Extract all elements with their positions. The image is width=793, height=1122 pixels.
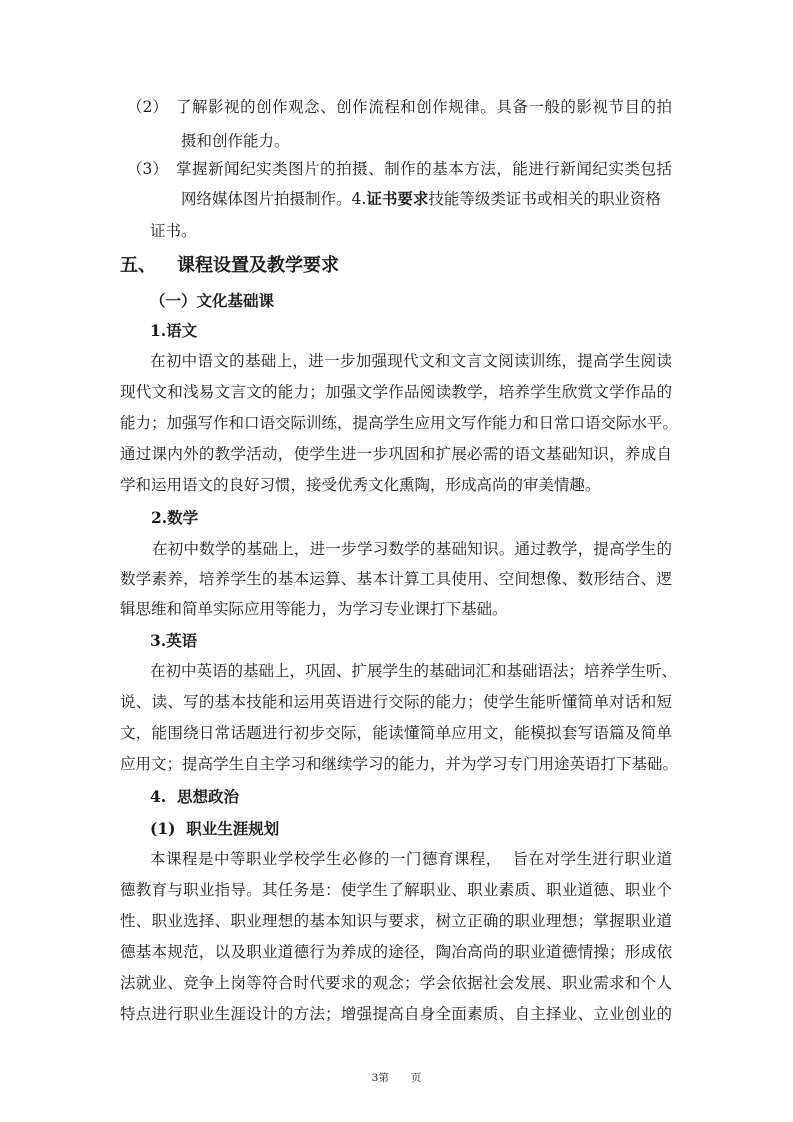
politics-line-2: 德教育与职业指导。其任务是：使学生了解职业、职业素质、职业道德、职业个 [120,881,672,899]
politics-line-6: 特点进行职业生涯设计的方法；增强提高自身全面素质、自主择业、立业创业的 [120,1005,672,1023]
list-item-3-text-a: 网络媒体图片拍摄制作。 [181,190,352,208]
math-line-1: 在初中数学的基础上，进一步学习数学的基础知识。通过教学，提高学生的 [152,540,672,558]
page-footer [0,1071,793,1085]
page-label-prefix: 第 [378,1072,389,1084]
page-number: 3 [371,1072,379,1084]
course-subtitle-career-planning: (1) 职业生涯规划 [150,819,280,838]
section-number: 五、 [120,255,156,276]
english-line-1: 在初中英语的基础上，巩固、扩展学生的基础词汇和基础语法；培养学生听、 [150,662,678,680]
english-line-4: 应用文；提高学生自主学习和继续学习的能力，并为学习专门用途英语打下基础。 [120,755,679,773]
certificate-requirement-heading: 证书要求 [366,189,429,208]
list-number-3: （3） [127,160,168,178]
certificate-section-number: 4. [351,190,367,208]
chinese-line-5: 学和运用语文的良好习惯，接受优秀文化熏陶，形成高尚的审美情趣。 [120,476,601,494]
chinese-line-2: 现代文和浅易文言文的能力；加强文学作品阅读教学，培养学生欣赏文学作品的 [120,383,672,401]
chinese-line-4: 通过课内外的教学活动，使学生进一步巩固和扩展必需的语文基础知识，养成自 [120,445,672,463]
list-item-2-line-1: 了解影视的创作观念、创作流程和创作规律。具备一般的影视节目的拍 [176,98,672,116]
page-label-suffix: 页 [410,1072,422,1084]
math-line-2: 数学素养，培养学生的基本运算、基本计算工具使用、空间想像、数形结合、逻 [120,570,672,588]
list-item-3-line-2 [181,188,661,210]
english-line-2: 说、读、写的基本技能和运用英语进行交际的能力；使学生能听懂简单对话和短 [120,693,672,711]
course-title-math: 2.数学 [151,508,199,527]
chinese-line-3: 能力；加强写作和口语交际训练，提高学生应用文写作能力和日常口语交际水平。 [120,414,679,432]
list-number-2: （2） [127,98,168,116]
list-item-3-line-3: 证书。 [150,222,197,240]
subsection-title: （一）文化基础课 [150,291,275,310]
list-item-3-text-b: 技能等级类证书或相关的职业资格 [428,190,661,208]
politics-line-1: 本课程是中等职业学校学生必修的一门德育课程， 旨在对学生进行职业道 [150,850,672,868]
politics-line-4: 德基本规范，以及职业道德行为养成的途径，陶冶高尚的职业道德情操；形成依 [120,943,672,961]
politics-line-3: 性、职业选择、职业理想的基本知识与要求，树立正确的职业理想；掌握职业道 [120,912,672,930]
politics-line-5: 法就业、竞争上岗等符合时代要求的观念；学会依据社会发展、职业需求和个人 [120,974,672,992]
course-title-politics: 4. 思想政治 [150,787,239,806]
list-item-3-line-1: 掌握新闻纪实类图片的拍摄、制作的基本方法，能进行新闻纪实类包括 [176,160,672,178]
english-line-3: 文，能围绕日常话题进行初步交际，能读懂简单应用文，能模拟套写语篇及简单 [120,724,672,742]
chinese-line-1: 在初中语文的基础上，进一步加强现代文和文言文阅读训练，提高学生阅读 [150,352,672,370]
list-item-2-line-2: 摄和创作能力。 [181,132,290,150]
course-title-english: 3.英语 [150,631,198,650]
section-title: 课程设置及教学要求 [177,255,339,276]
math-line-3: 辑思维和简单实际应用等能力，为学习专业课打下基础。 [120,600,508,618]
course-title-chinese: 1.语文 [150,321,198,340]
